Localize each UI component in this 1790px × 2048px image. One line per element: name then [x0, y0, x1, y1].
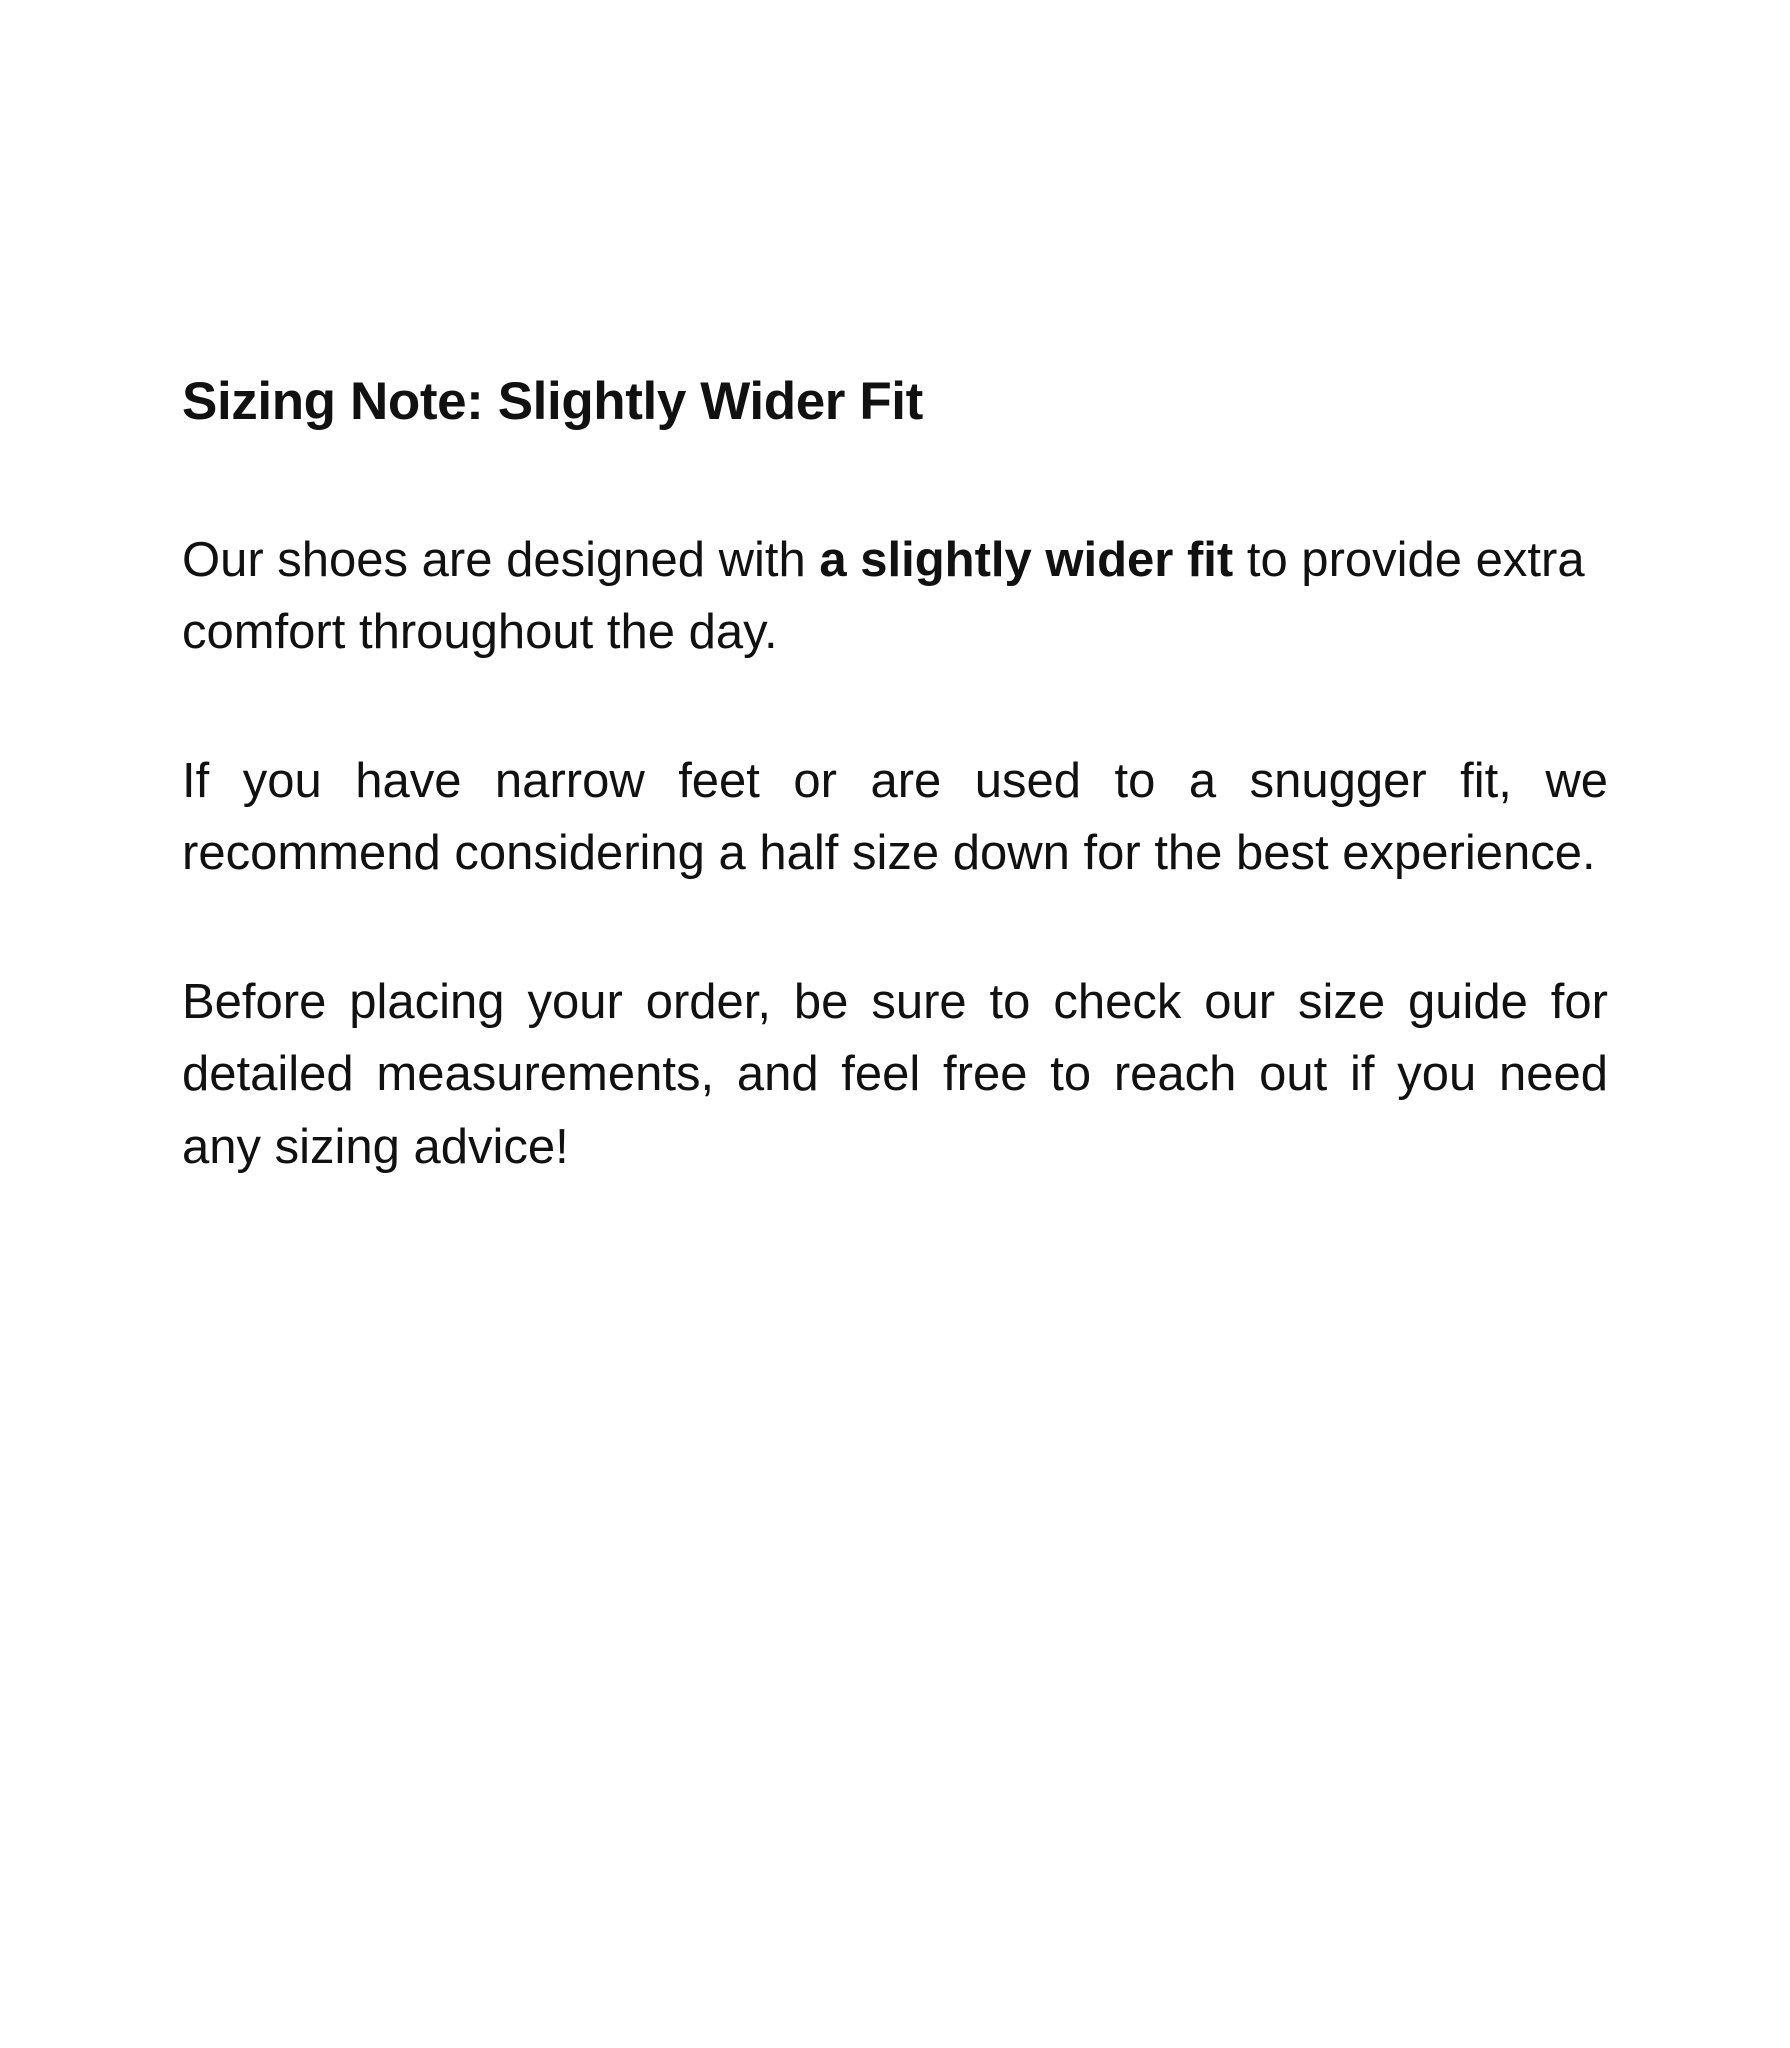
paragraph-1-emphasis-text: a slightly wider fit: [819, 532, 1234, 587]
sizing-note-paragraph-1: [182, 524, 1608, 669]
paragraph-1-tail-text: to provide extra comfort throughout the day.: [182, 532, 1585, 660]
page-title: Sizing Note: Slightly Wider Fit: [182, 372, 923, 431]
sizing-note-paragraph-3: Before placing your order, be sure to check our size guide for detailed measurements, and feel free to reach out if you need any sizing advice!: [182, 974, 1608, 1174]
paragraph-1-lead-text: Our shoes are designed with: [182, 532, 820, 587]
sizing-note-paragraph-2: If you have narrow feet or are used to a snugger fit, we recommend considering a half size down for the best experience.: [182, 753, 1608, 881]
